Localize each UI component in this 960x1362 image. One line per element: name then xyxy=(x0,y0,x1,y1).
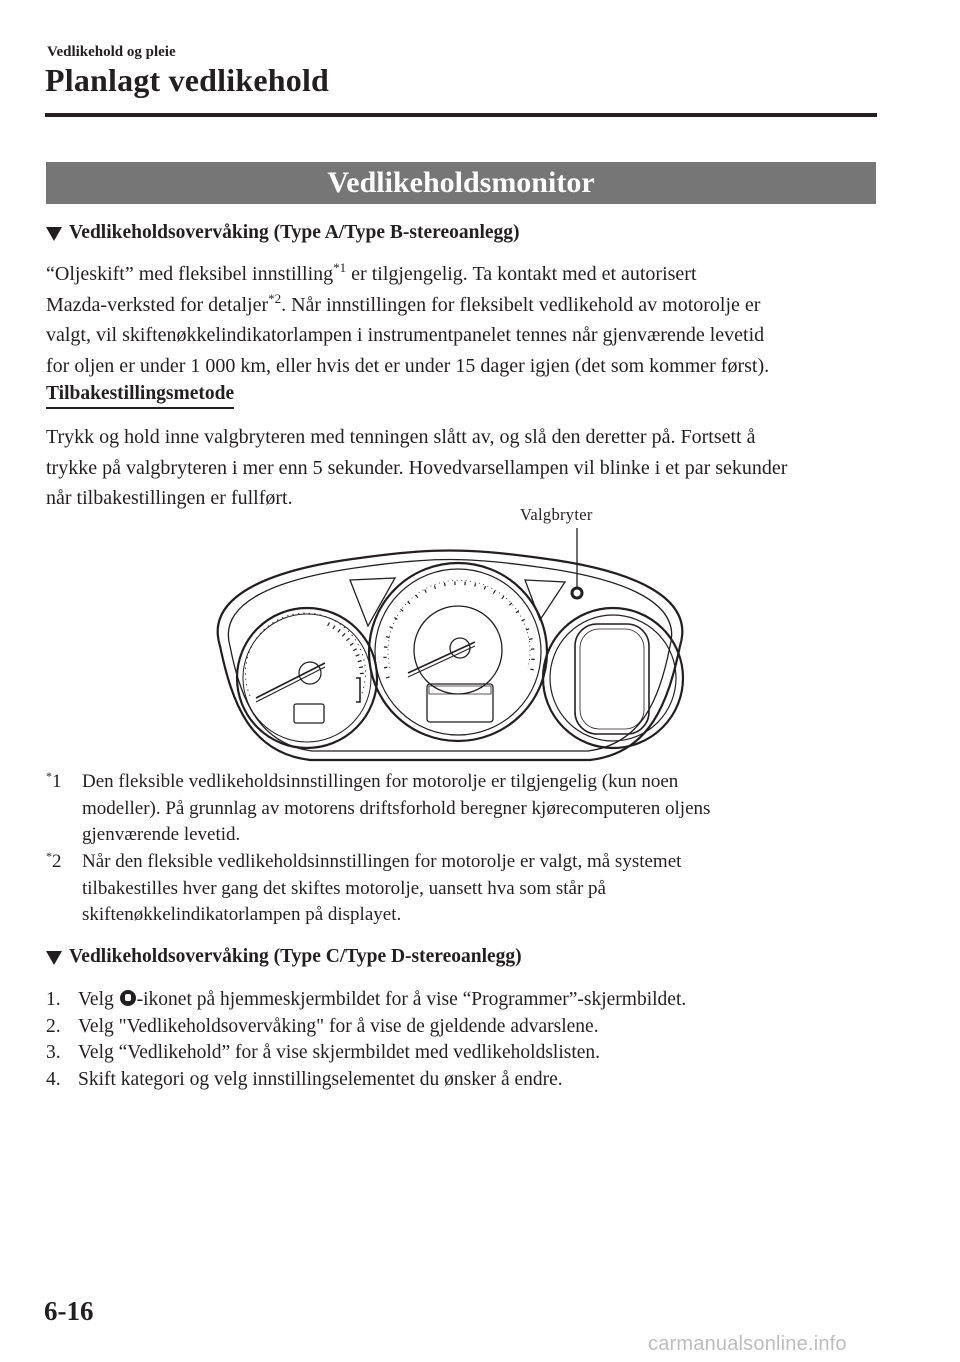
paragraph-line: Mazda-verksted for detaljer$^{*2}$. Når innstillingen for fleksibelt vedlikehold av motorolje er xyxy=(46,290,761,316)
paragraph-line: “Oljeskift” med fleksibel innstilling$^{*1}$ er tilgjengelig. Ta kontakt med et autorisert xyxy=(46,260,697,285)
triangle-marker-icon xyxy=(46,951,62,965)
method-heading: Tilbakestillingsmetode xyxy=(46,382,234,409)
footnote-mark: *2 xyxy=(46,849,62,872)
section-a-heading xyxy=(46,222,520,244)
triangle-marker-icon xyxy=(46,227,62,241)
footnote-line: tilbakestilles hver gang det skiftes motorolje, uansett hva som står på xyxy=(82,877,606,899)
section-a-paragraph xyxy=(46,259,882,381)
app-icon xyxy=(120,990,136,1006)
paragraph-line: trykke på valgbryteren i mer enn 5 sekunder. Hovedvarsellampen vil blinke i et par sekunder xyxy=(46,456,788,479)
section-a-heading-text: Vedlikeholdsovervåking (Type A/Type B-stereoanlegg) xyxy=(69,222,520,243)
paragraph-line: for oljen er under 1 000 km, eller hvis det er under 15 dager igjen (det som kommer først). xyxy=(46,354,770,377)
list-item: 2. Velg "Vedlikeholdsovervåking" for å vise de gjeldende advarslene. xyxy=(46,1015,599,1037)
method-paragraph xyxy=(46,422,882,514)
footnote-2 xyxy=(46,849,886,929)
banner-text: Vedlikeholdsmonitor xyxy=(327,166,595,199)
footnote-line: Når den fleksible vedlikeholdsinnstillingen for motorolje er valgt, må systemet xyxy=(82,851,682,872)
footnote-line: skiftenøkkelindikatorlampen på displayet. xyxy=(82,904,402,925)
footnote-line: gjenværende levetid. xyxy=(82,824,241,845)
page-title: Planlagt vedlikehold xyxy=(45,62,330,98)
paragraph-line: Trykk og hold inne valgbryteren med tenningen slått av, og slå den deretter på. Fortsett å xyxy=(46,426,756,448)
figure-label-valgbryter: Valgbryter xyxy=(520,505,593,524)
list-item: 4. Skift kategori og velg innstillingselementet du ønsker å endre. xyxy=(46,1068,563,1090)
list-item: 3. Velg “Vedlikehold” for å vise skjermbildet med vedlikeholdslisten. xyxy=(46,1042,601,1063)
page-number: 6-16 xyxy=(44,1296,94,1326)
section-label: Vedlikehold og pleie xyxy=(47,44,176,60)
paragraph-line: når tilbakestillingen er fullført. xyxy=(46,487,293,509)
footnote-line: modeller). På grunnlag av motorens driftsforhold beregner kjørecomputeren oljens xyxy=(82,797,711,819)
watermark: carmanualsonline.info xyxy=(648,1333,847,1355)
section-b-heading xyxy=(46,946,522,968)
footnote-ref: *1 xyxy=(333,260,347,275)
steps-list xyxy=(46,987,886,1093)
footnote-mark: *1 xyxy=(46,769,62,792)
paragraph-line: valgt, vil skiftenøkkelindikatorlampen i instrumentpanelet tennes når gjenværende levetid xyxy=(46,324,765,346)
footnote-1 xyxy=(46,769,886,849)
list-item: 1. Velg -ikonet på hjemmeskjermbildet for å vise “Programmer”-skjermbildet. xyxy=(46,989,687,1010)
footnote-line: Den fleksible vedlikeholdsinnstillingen for motorolje er tilgjengelig (kun noen xyxy=(82,771,679,792)
topic-banner xyxy=(46,162,876,204)
footnote-ref: *2 xyxy=(268,290,282,306)
section-b-heading-text: Vedlikeholdsovervåking (Type C/Type D-stereoanlegg) xyxy=(69,946,522,967)
header-divider xyxy=(45,113,877,117)
instrument-cluster-illustration xyxy=(210,528,690,764)
